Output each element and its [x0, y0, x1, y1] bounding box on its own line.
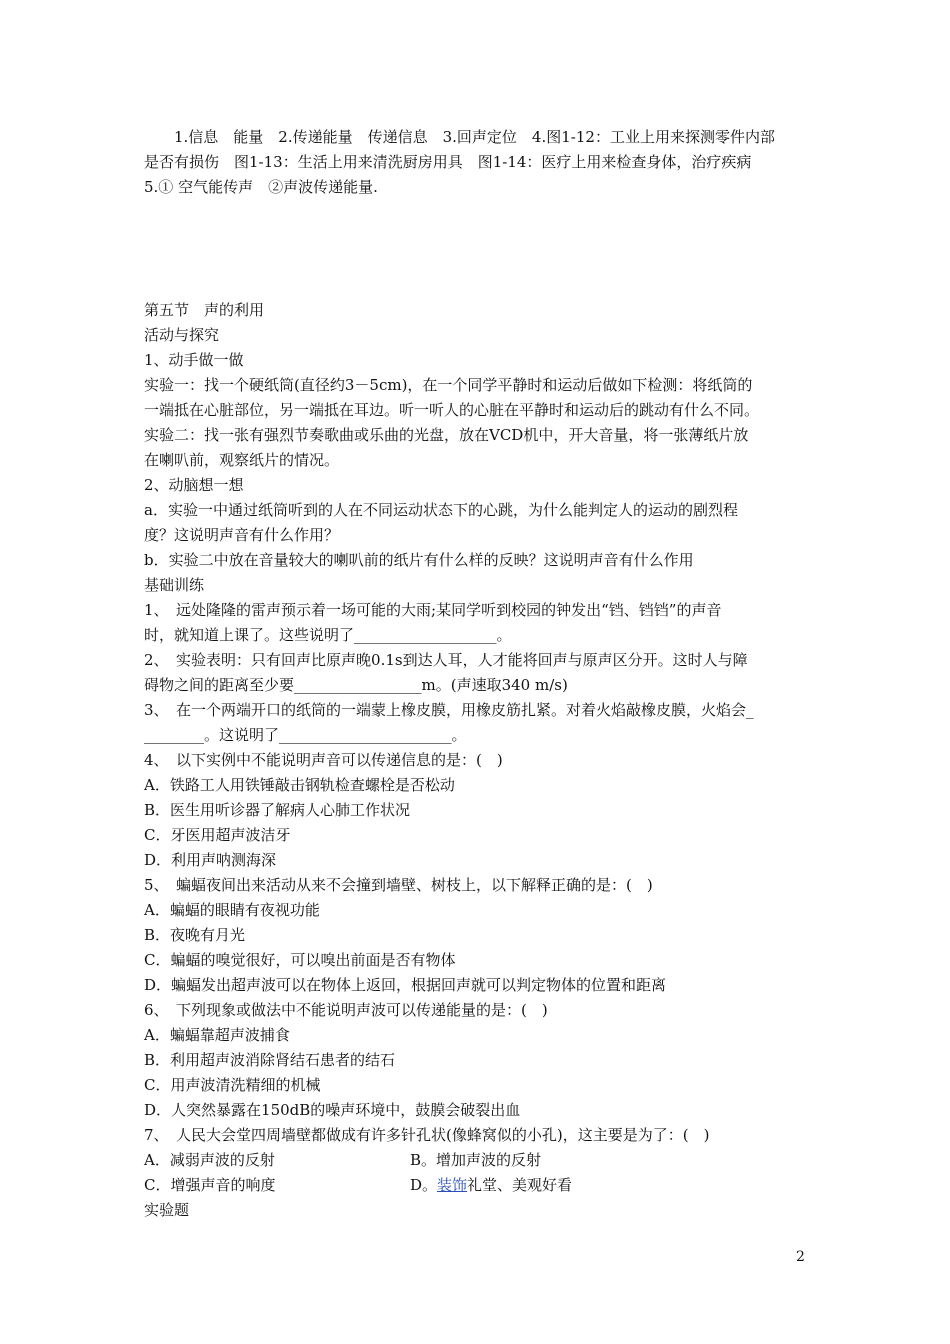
question-7-option-d: [410, 1173, 572, 1198]
question-5-option-a: A．蝙蝠的眼睛有夜视功能: [144, 901, 320, 919]
question-5-option-c: C．蝙蝠的嗅觉很好，可以嗅出前面是否有物体: [144, 951, 456, 969]
question-2-line-2: 碍物之间的距离至少要_________________m。(声速取340 m/s): [144, 676, 568, 694]
question-2-line-1: 2、 实验表明：只有回声比原声晚0.1s到达人耳，人才能将回声与原声区分开。这时人与障: [144, 651, 748, 669]
question-7-option-d-prefix: D。: [410, 1176, 438, 1194]
question-1-line-2: 时，就知道上课了。这些说明了___________________。: [144, 626, 512, 644]
question-5-option-b: B．夜晚有月光: [144, 926, 246, 944]
question-4-option-d: D．利用声呐测海深: [144, 851, 277, 869]
question-1-line-1: 1、 远处隆隆的雷声预示着一场可能的大雨;某同学听到校园的钟发出“铛、铛铛”的声音: [144, 601, 722, 619]
question-4-option-c: C．牙医用超声波洁牙: [144, 826, 291, 844]
answers-block: [144, 125, 810, 200]
basic-training-heading: 基础训练: [144, 576, 205, 594]
question-6-option-c: C．用声波清洗精细的机械: [144, 1076, 321, 1094]
question-a-line-1: a．实验一中通过纸筒听到的人在不同运动状态下的心跳，为什么能判定人的运动的剧烈程: [144, 501, 738, 519]
question-7-option-b: B。增加声波的反射: [410, 1151, 542, 1169]
experiment-2-line-1: 实验二：找一张有强烈节奏歌曲或乐曲的光盘，放在VCD机中，开大音量，将一张薄纸片放: [144, 426, 749, 444]
experiment-1-line-2: 一端抵在心脏部位，另一端抵在耳边。听一听人的心脏在平静时和运动后的跳动有什么不同。: [144, 401, 760, 419]
question-6: 6、 下列现象或做法中不能说明声波可以传递能量的是：( ): [144, 1001, 548, 1019]
experiment-heading: 实验题: [144, 1201, 190, 1219]
question-6-option-a: A．蝙蝠靠超声波捕食: [144, 1026, 290, 1044]
experiment-2-line-2: 在喇叭前，观察纸片的情况。: [144, 451, 340, 469]
question-4-option-b: B．医生用听诊器了解病人心肺工作状况: [144, 801, 411, 819]
question-7-option-a: A．减弱声波的反射: [144, 1151, 275, 1169]
page-number: 2: [796, 1249, 805, 1265]
question-5: 5、 蝙蝠夜间出来活动从来不会撞到墙壁、树枝上，以下解释正确的是：( ): [144, 876, 653, 894]
answer-line-2: 是否有损伤 图1-13：生活上用来清洗厨房用具 图1-14：医疗上用来检查身体，治疗疾病: [144, 153, 752, 171]
question-4-option-a: A．铁路工人用铁锤敲击钢轨检查螺栓是否松动: [144, 776, 455, 794]
question-5-option-d: D．蝙蝠发出超声波可以在物体上返回，根据回声就可以判定物体的位置和距离: [144, 976, 667, 994]
question-7-option-c: C．增强声音的响度: [144, 1176, 276, 1194]
answer-line-3: 5.① 空气能传声 ②声波传递能量.: [144, 178, 378, 196]
question-a-line-2: 度？这说明声音有什么作用？: [144, 526, 340, 544]
question-7-options-row-2: [144, 1173, 810, 1198]
activity-heading: 活动与探究: [144, 326, 220, 344]
question-3-line-2: ________。这说明了_______________________。: [144, 726, 467, 744]
question-4: 4、 以下实例中不能说明声音可以传递信息的是：( ): [144, 751, 503, 769]
question-7-options-row-1: [144, 1148, 810, 1173]
question-7: 7、 人民大会堂四周墙壁都做成有许多针孔状(像蜂窝似的小孔)，这主要是为了：( ): [144, 1126, 710, 1144]
question-3-line-1: 3、 在一个两端开口的纸筒的一端蒙上橡皮膜，用橡皮筋扎紧。对着火焰敲橡皮膜，火焰会_: [144, 701, 754, 719]
question-6-option-d: D．人突然暴露在150dB的噪声环境中，鼓膜会破裂出血: [144, 1101, 521, 1119]
section-block: [144, 298, 810, 1223]
part1-heading: 1、动手做一做: [144, 351, 244, 369]
answer-line-1: 1.信息 能量 2.传递能量 传递信息 3.回声定位 4.图1-12：工业上用来探测零件内部: [174, 128, 775, 146]
question-b-line-1: b．实验二中放在音量较大的喇叭前的纸片有什么样的反映？这说明声音有什么作用: [144, 551, 694, 569]
question-7-option-d-rest: 礼堂、美观好看: [467, 1176, 573, 1194]
decorate-link[interactable]: 装饰: [437, 1176, 468, 1194]
part2-heading: 2、动脑想一想: [144, 476, 244, 494]
section-title: 第五节 声的利用: [144, 301, 265, 319]
question-6-option-b: B．利用超声波消除肾结石患者的结石: [144, 1051, 396, 1069]
experiment-1-line-1: 实验一：找一个硬纸筒(直径约3－5cm)，在一个同学平静时和运动后做如下检测：将纸筒的: [144, 376, 753, 394]
